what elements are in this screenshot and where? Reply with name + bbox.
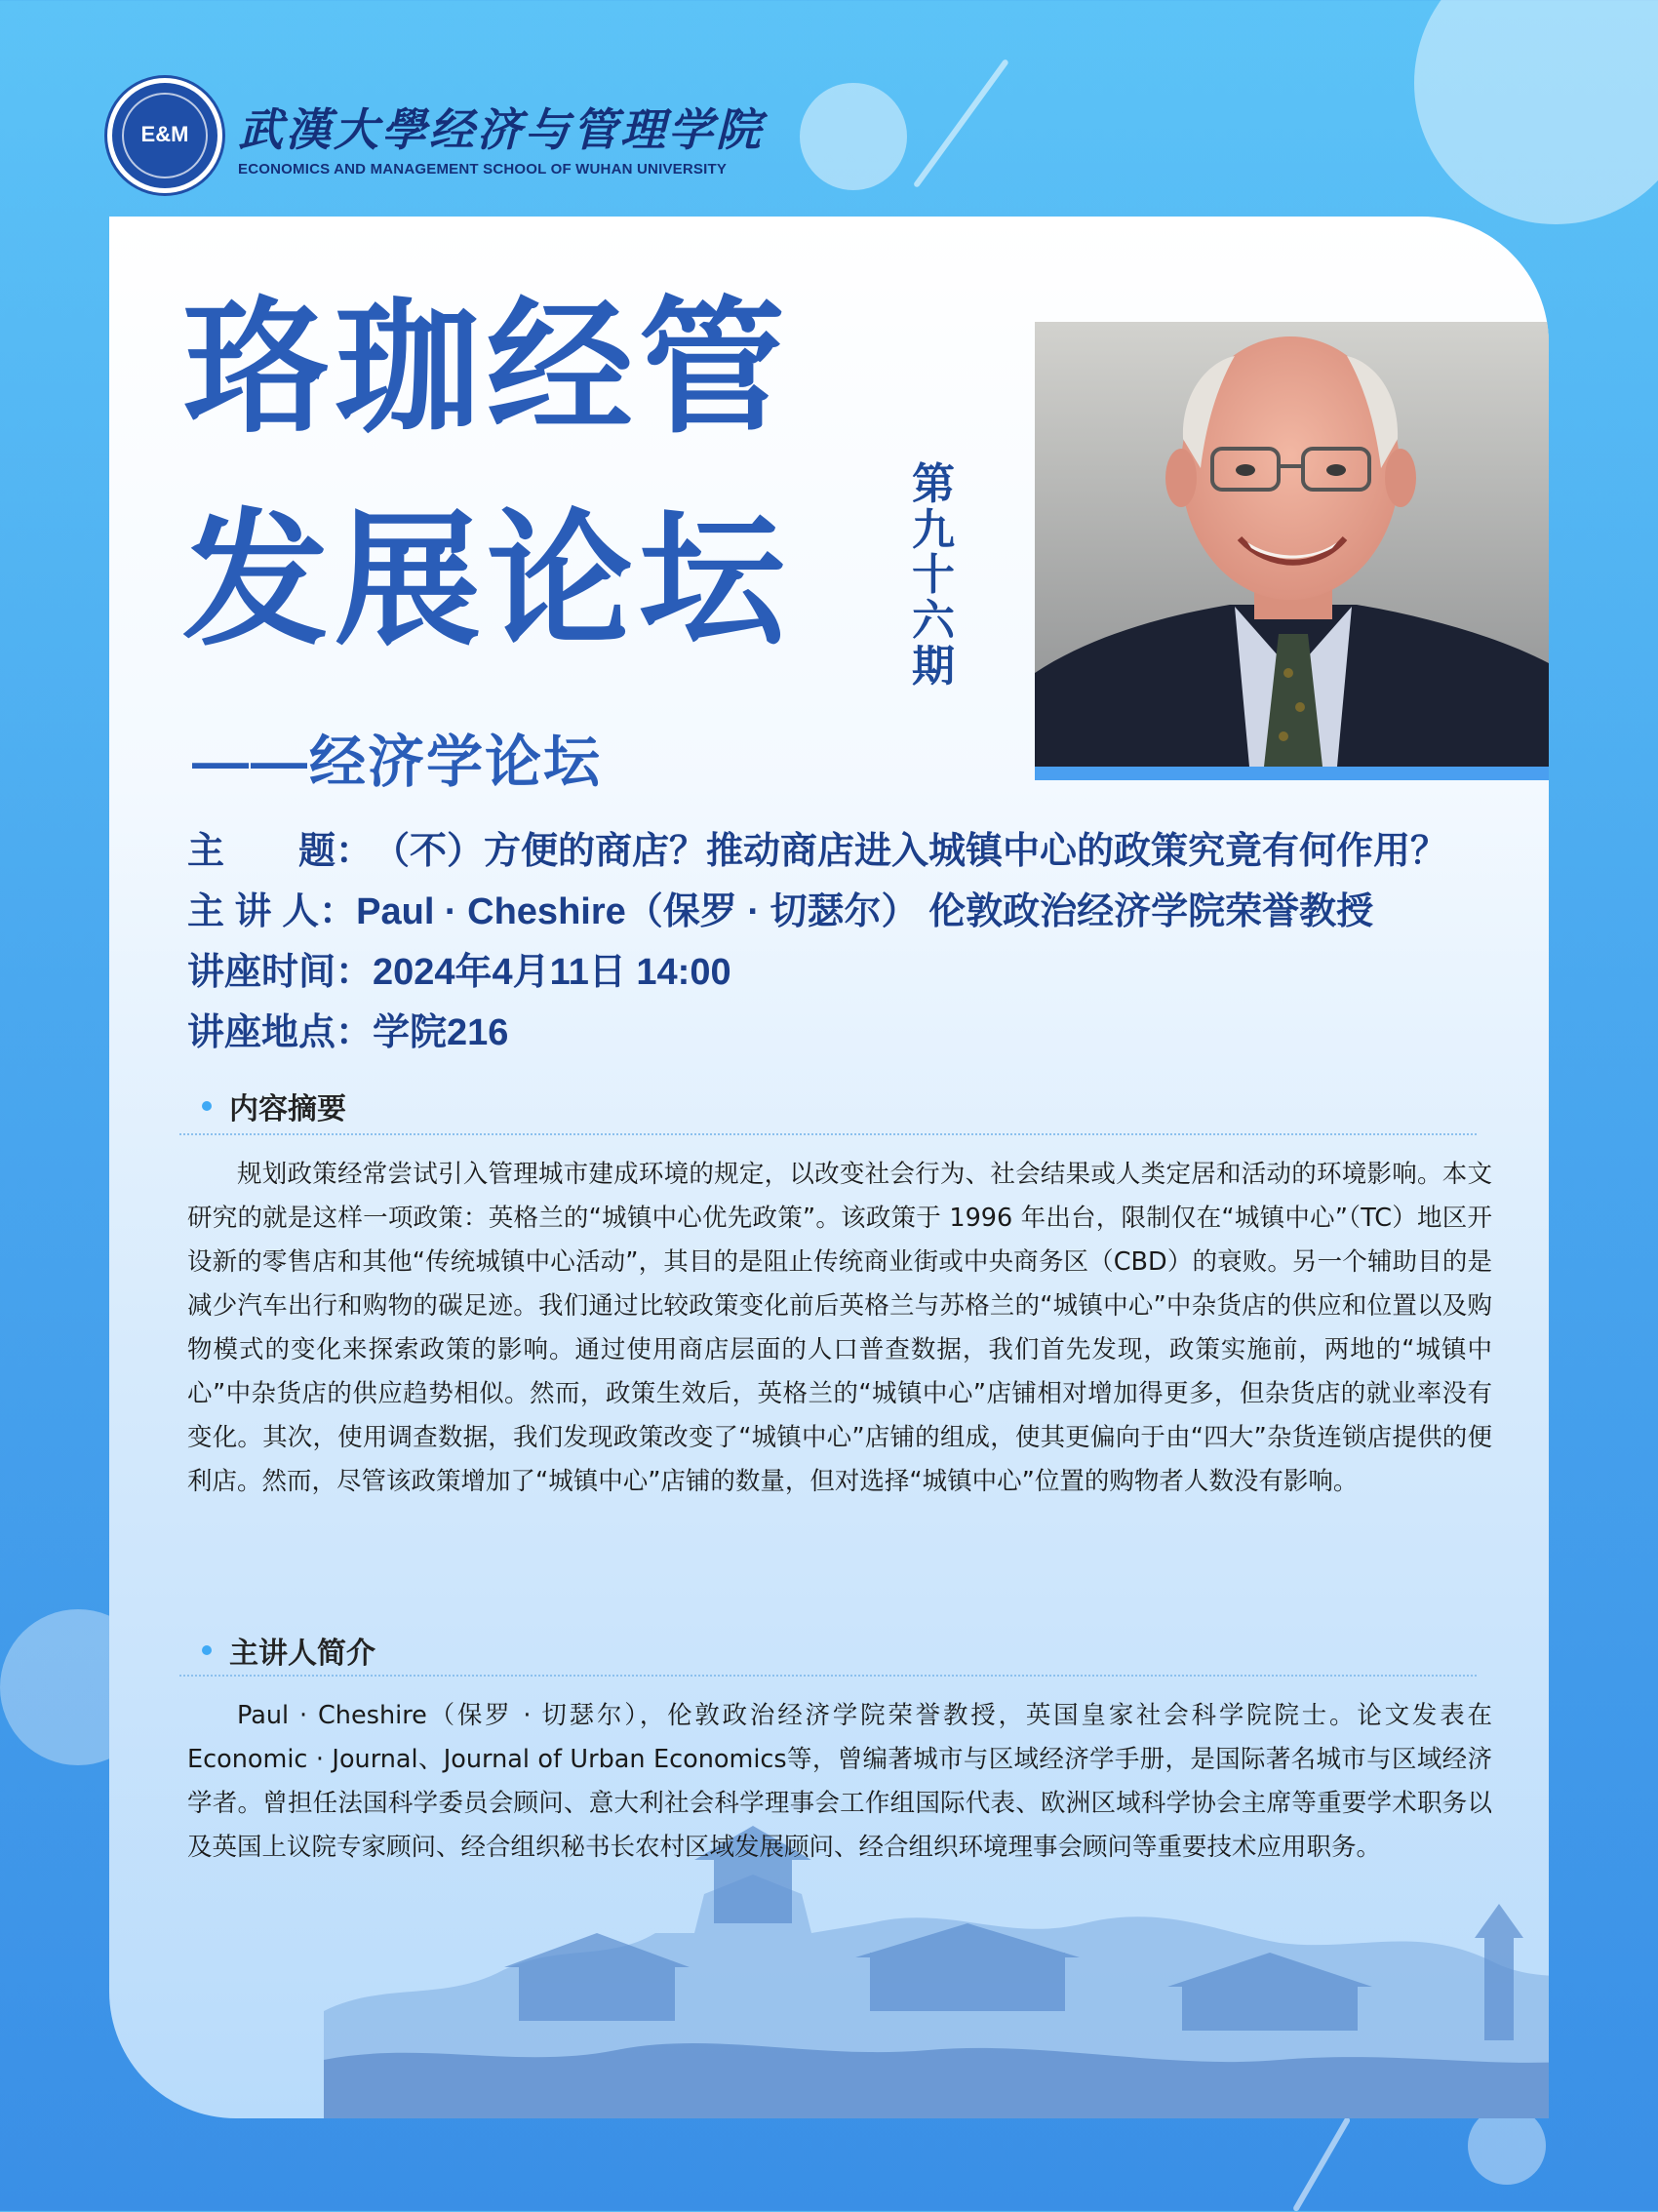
speaker-value: Paul · Cheshire（保罗 · 切瑟尔） 伦敦政治经济学院荣誉教授 [356, 891, 1374, 932]
decor-line-top [913, 59, 1009, 188]
time-label: 讲座时间： [187, 952, 374, 993]
poster-card [109, 217, 1549, 2118]
decor-line-bottom [1292, 2116, 1351, 2212]
abstract-text: 规划政策经常尝试引入管理城市建成环境的规定，以改变社会行为、社会结果或人类定居和活动的环境影响。本文研究的就是这样一项政策：英格兰的“城镇中心优先政策”。该政策于 1996 年出台，限制仅在“城镇中心”（TC）地区开设新的零售店和其他“传统城镇中心活动”，其目的是阻止传统商业街或中央商务区（CBD）的衰败。另一个辅助目的是减少汽车出行和购物的碳足迹。我们通过比较政策变化前后英格兰与苏格兰的“城镇中心”中杂货店的供应和位置以及购物模式的变化来探索政策的影响。通过使用商店层面的人口普查数据，我们首先发现，政策实施前，两地的“城镇中心”中杂货店的供应趋势相似。然而，政策生效后，英格兰的“城镇中心”店铺相对增加得更多，但杂货店的就业率没有变化。其次，使用调查数据，我们发现政策改变了“城镇中心”店铺的组成，使其更偏向于由“四大”杂货连锁店提供的便利店。然而，尽管该政策增加了“城镇中心”店铺的数量，但对选择“城镇中心”位置的购物者人数没有影响。 [187, 1160, 1492, 1496]
forum-subtitle: ——经济学论坛 [192, 731, 603, 794]
bullet-dot-icon [202, 1101, 212, 1111]
bio-heading: 主讲人简介 [202, 1629, 375, 1672]
decor-circle-bottom-right [1468, 2107, 1546, 2185]
lecture-info [187, 821, 1447, 1063]
topic-value: （不）方便的商店？推动商店进入城镇中心的政策究竟有何作用？ [373, 831, 1448, 872]
time-row [187, 942, 1447, 1003]
forum-title-line2: 发展论坛 [182, 498, 792, 662]
bio-divider [179, 1675, 1477, 1677]
speaker-photo [1035, 322, 1549, 767]
issue-number: 第九十六期 [912, 460, 955, 691]
speaker-label: 主 讲 人： [187, 891, 357, 932]
forum-title-line1: 珞珈经管 [182, 286, 792, 450]
topic-row [187, 821, 1447, 882]
topic-label: 主 题： [187, 831, 374, 872]
place-label: 讲座地点： [187, 1012, 374, 1053]
decor-circle-top-small [800, 83, 907, 190]
abstract-heading: 内容摘要 [202, 1085, 346, 1127]
time-value: 2024年4月11日 14:00 [373, 952, 731, 993]
school-header [107, 78, 764, 193]
school-seal-logo: E&M [107, 78, 222, 193]
bullet-dot-icon [202, 1645, 212, 1655]
decor-circle-top-right [1414, 0, 1658, 224]
place-value: 学院216 [373, 1012, 509, 1053]
bio-text: Paul · Cheshire（保罗 · 切瑟尔），伦敦政治经济学院荣誉教授，英国皇家社会科学院院士。论文发表在Economic · Journal、Journal of Urban Economics等，曾编著城市与区域经济学手册，是国际著名城市与区域经济学者。曾担任法国科学委员会顾问、意大利社会科学理事会工作组国际代表、欧洲区域科学协会主席等重要学术职务以及英国上议院专家顾问、经合组织秘书长农村区域发展顾问、经合组织环境理事会顾问等重要技术应用职务。 [187, 1701, 1492, 1862]
school-name-en: ECONOMICS AND MANAGEMENT SCHOOL OF WUHAN UNIVERSITY [238, 160, 728, 178]
place-row [187, 1003, 1447, 1063]
abstract-divider [179, 1133, 1477, 1135]
school-name-cn: 武漢大學经济与管理学院 [238, 102, 764, 156]
speaker-row [187, 882, 1447, 942]
photo-accent-bar [1035, 767, 1549, 780]
